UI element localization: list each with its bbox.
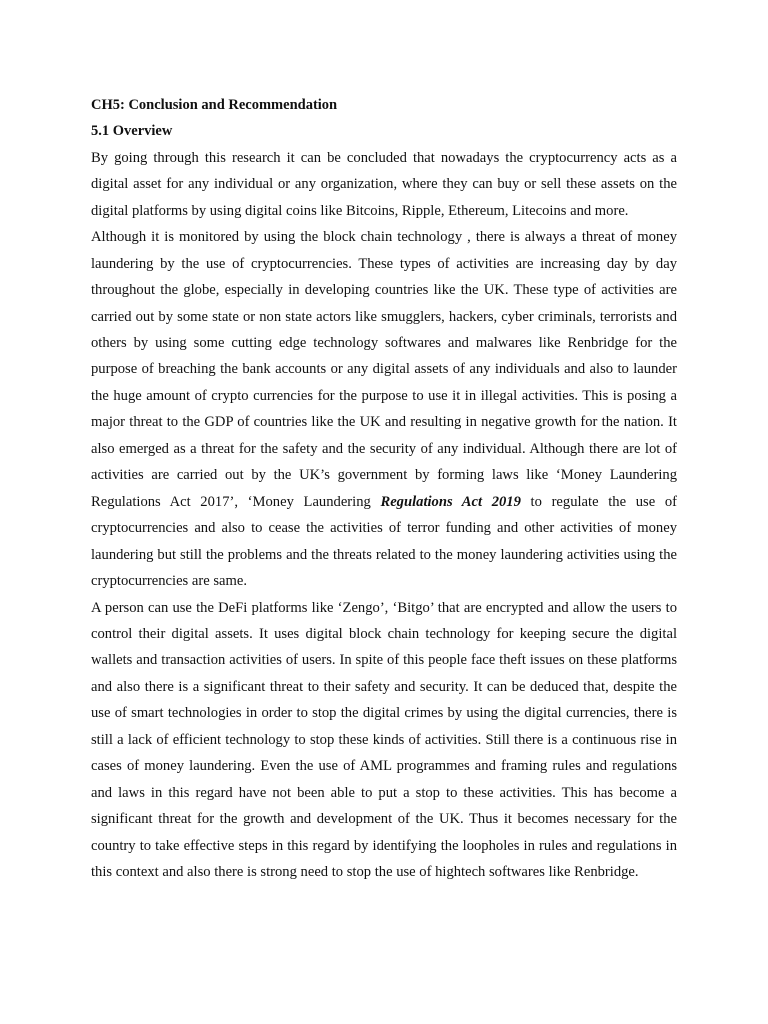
paragraph-2-text-a: Although it is monitored by using the block chain technology , there is always a threat of money laundering by the use of cryptocurrencies. These types of activities are increasing day by day throughout the globe, especially in developing countries like the UK. These type of activities are carried out by some state or non state actors like smugglers, hackers, cyber criminals, terrorists and others by using some cutting edge technology softwares and malwares like Renbridge for the purpose of breaching the bank accounts or any digital assets of any individuals and also to launder the huge amount of crypto currencies for the purpose to use it in illegal activities. This is posing a major threat to the GDP of countries like the UK and resulting in negative growth for the nation. It also emerged as a threat for the safety and the security of any individual. Although there are lot of activities are carried out by the UK’s government by forming laws like ‘Money Laundering Regulations Act 2017’, ‘Money Laundering: [91, 229, 677, 510]
paragraph-2-emphasis: Regulations Act 2019: [380, 493, 521, 510]
paragraph-2: [91, 224, 677, 594]
paragraph-2-text-b: to regulate the use of cryptocurrencies and also to cease the activities of terror funding and other activities of money laundering but still the problems and the threats related to the money laundering activities using the cryptocurrencies are same.: [91, 493, 677, 590]
paragraph-1: By going through this research it can be concluded that nowadays the cryptocurrency acts as a digital asset for any individual or any organization, where they can buy or sell these assets on the digital platforms by using digital coins like Bitcoins, Ripple, Ethereum, Litecoins and more.: [91, 149, 677, 219]
section-title: 5.1 Overview: [91, 123, 173, 140]
paragraph-3: A person can use the DeFi platforms like ‘Zengo’, ‘Bitgo’ that are encrypted and allow the users to control their digital assets. It uses digital block chain technology for keeping secure the digital wallets and transaction activities of users. In spite of this people face theft issues on these platforms and also there is a significant threat to their safety and security. It can be deduced that, despite the use of smart technologies in order to stop the digital crimes by using the digital currencies, there is still a lack of efficient technology to stop these kinds of activities. Still there is a continuous rise in cases of money laundering. Even the use of AML programmes and framing rules and regulations and laws in this regard have not been able to put a stop to these activities. This has become a significant threat for the growth and development of the UK. Thus it becomes necessary for the country to take effective steps in this regard by identifying the loopholes in rules and regulations in this context and also there is strong need to stop the use of hightech softwares like Renbridge.: [91, 599, 677, 881]
chapter-title: CH5: Conclusion and Recommendation: [91, 97, 338, 113]
document-body: [91, 92, 677, 886]
